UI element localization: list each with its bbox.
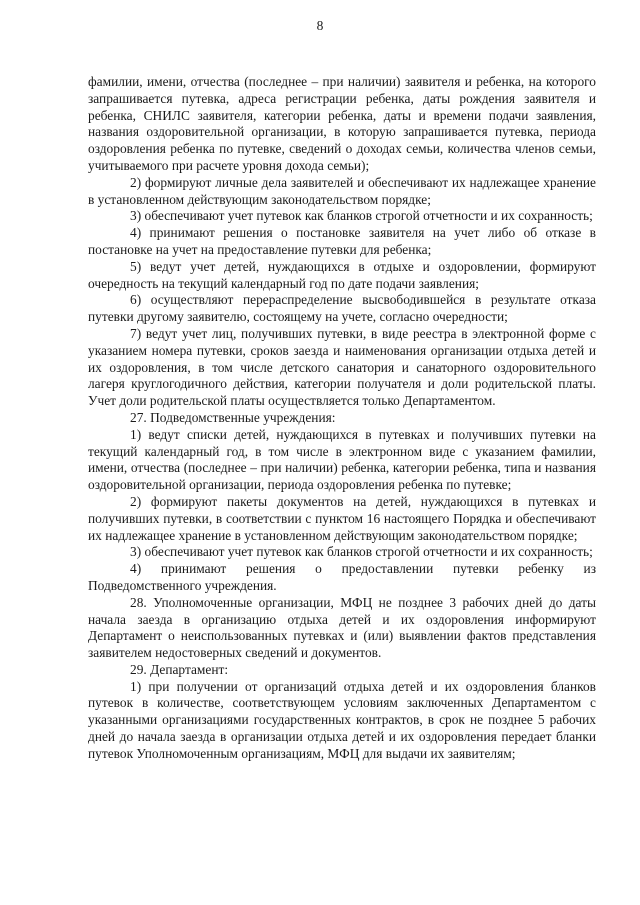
document-body <box>88 74 596 763</box>
paragraph: 3) обеспечивают учет путевок как бланков строгой отчетности и их сохранность; <box>130 208 593 224</box>
paragraph: 1) при получении от организаций отдыха детей и их оздоровления бланков путевок в количестве, соответствующем условиям заключенных Департаментом с указанными организациями государственных контрактов, в срок не позднее 5 рабочих дней до начала заезда в организации отдыха детей и их оздоровления передает бланки путевок Уполномоченным организациям, МФЦ для выдачи их заявителям; <box>88 678 596 761</box>
paragraph: 2) формируют личные дела заявителей и обеспечивают их надлежащее хранение в установленном действующим законодательством порядке; <box>88 174 596 207</box>
paragraph: 7) ведут учет лиц, получивших путевки, в виде реестра в электронной форме с указанием номера путевки, сроков заезда и наименования организации отдыха детей и их оздоровления, в том числе детского санатория и санаторного оздоровительного лагеря круглогодичного действия, категории получателя и доли родительской платы. Учет доли родительской платы осуществляется только Департаментом. <box>88 325 596 409</box>
paragraph: 3) обеспечивают учет путевок как бланков строгой отчетности и их сохранность; <box>130 544 593 560</box>
paragraph: 6) осуществляют перераспределение высвободившейся в результате отказа путевки другому заявителю, состоящему на учете, согласно очередности; <box>88 292 596 325</box>
paragraph: 5) ведут учет детей, нуждающихся в отдыхе и оздоровлении, формируют очередность на текущий календарный год по дате подачи заявления; <box>88 258 596 291</box>
paragraph: 27. Подведомственные учреждения: <box>130 409 336 425</box>
paragraph: фамилии, имени, отчества (последнее – при наличии) заявителя и ребенка, на которого запрашивается путевка, адреса регистрации ребенка, даты рождения заявителя и ребенка, СНИЛС заявителя, категории ребенка, даты и времени подачи заявления, названия оздоровительной организации, в которую запрашивается путевка, периода оздоровления ребенка по путевке, сведений о доходах семьи, количества членов семьи, учитываемого при расчете уровня дохода семьи); <box>88 74 596 173</box>
paragraph: 1) ведут списки детей, нуждающихся в путевках и получивших путевки на текущий календарный год, в том числе в электронном виде с указанием фамилии, имени, отчества (последнее – при наличии) ребенка, категории ребенка, типа и названия оздоровительной организации, периода оздоровления ребенка по путевке; <box>88 426 596 493</box>
paragraph: 4) принимают решения о предоставлении путевки ребенку из Подведомственного учреждения. <box>88 561 596 593</box>
page-number: 8 <box>316 18 324 33</box>
paragraph: 28. Уполномоченные организации, МФЦ не позднее 3 рабочих дней до даты начала заезда в организацию отдыха детей и их оздоровления информируют Департамент о неиспользованных путевках и (или) выявлении фактов представления заявителем недостоверных сведений и документов. <box>88 594 596 661</box>
paragraph: 2) формируют пакеты документов на детей, нуждающихся в путевках и получивших путевки, в соответствии с пунктом 16 настоящего Порядка и обеспечивают их надлежащее хранение в установленном действующим законодательством порядке; <box>88 493 596 543</box>
paragraph: 4) принимают решения о постановке заявителя на учет либо об отказе в постановке на учет на предоставление путевки для ребенка; <box>88 225 596 257</box>
paragraph: 29. Департамент: <box>130 661 229 677</box>
